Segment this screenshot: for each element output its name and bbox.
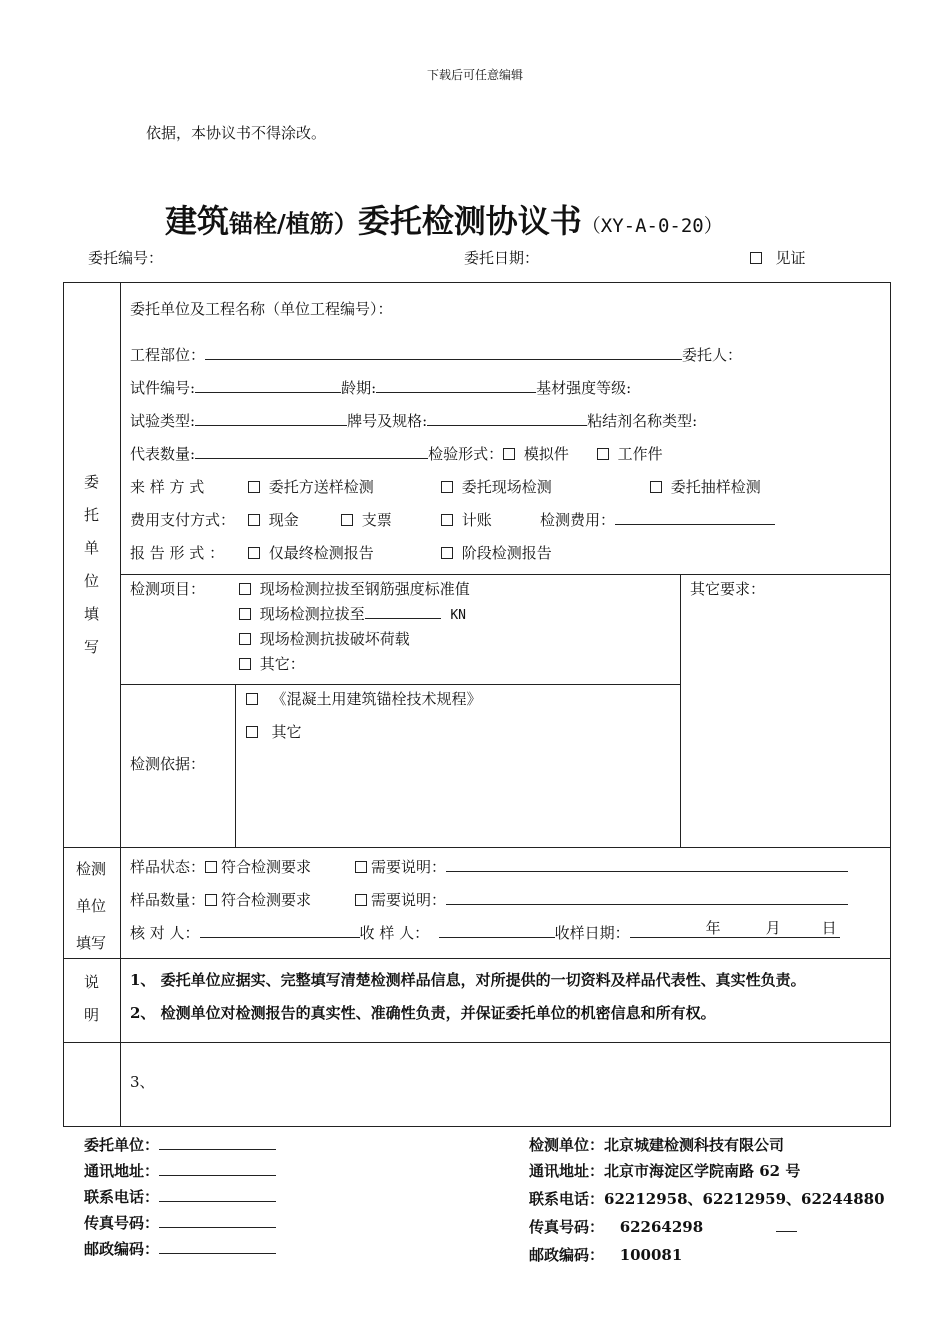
brand-spec-field[interactable] [427, 410, 587, 426]
checkbox-icon[interactable] [205, 894, 217, 906]
receiver-field[interactable] [439, 922, 555, 938]
title-code: （XY-A-0-20） [581, 215, 723, 237]
title-small: 锚栓/植筋） [229, 209, 358, 238]
checkbox-icon [239, 608, 251, 620]
footer-lab-postcode: 邮政编码： 100081 [529, 1246, 683, 1264]
checker-row: 核 对 人： 收 样 人： 收样日期： 年 月 日 [130, 922, 840, 943]
table-border-left [63, 282, 64, 1127]
note-item-1: 1、 委托单位应据实、完整填写清楚检测样品信息，对所提供的一切资料及样品代表性、真实性负责。 [130, 971, 806, 989]
item-opt-3[interactable]: 现场检测抗拔破坏荷载 [239, 628, 410, 649]
title-rest: 委托检测协议书 [357, 202, 582, 240]
sample-source-label: 来 样 方 式 [130, 478, 205, 496]
checkbox-icon[interactable] [355, 861, 367, 873]
item-opt-4[interactable]: 其它： [239, 653, 305, 674]
footer-client-address-field[interactable] [159, 1160, 276, 1176]
report-opt-final[interactable]: 仅最终检测报告 [248, 542, 374, 563]
footer-client-phone-field[interactable] [159, 1186, 276, 1202]
footer-client-unit-field[interactable] [159, 1134, 276, 1150]
row-divider-lab [63, 847, 891, 848]
rep-qty-field[interactable] [195, 443, 428, 459]
checkbox-icon [441, 547, 453, 559]
footer-client-postcode-field[interactable] [159, 1238, 276, 1254]
report-opt-stage[interactable]: 阶段检测报告 [441, 542, 552, 563]
footer-client-phone: 联系电话： [84, 1186, 276, 1207]
basis-divider [120, 684, 681, 685]
rep-qty-row: 代表数量: 检验形式： 模拟件 工作件 [130, 445, 663, 463]
witness-checkbox[interactable] [750, 247, 806, 268]
sample-state-row: 样品状态： 符合检测要求 需要说明： [130, 856, 848, 877]
checkbox-icon [248, 547, 260, 559]
item-opt-1[interactable]: 现场检测拉拔至钢筋强度标准值 [239, 578, 470, 599]
checker-field[interactable] [200, 922, 360, 938]
unit-name-label: 委托单位及工程名称（单位工程编号）： [130, 300, 393, 318]
notes-side-label: 说 明 [84, 973, 100, 1024]
checkbox-icon [239, 633, 251, 645]
table-border-bottom [63, 1126, 891, 1127]
checkbox-icon[interactable] [355, 894, 367, 906]
entrust-date-label: 委托日期： [464, 249, 540, 267]
footer-client-address: 通讯地址： [84, 1160, 276, 1181]
footer-lab-unit: 检测单位：北京城建检测科技有限公司 [529, 1136, 785, 1154]
receive-date-field[interactable]: 年 月 日 [630, 922, 840, 938]
sample-source-opt-2[interactable]: 委托现场检测 [441, 476, 552, 497]
footer-client-fax: 传真号码： [84, 1212, 276, 1233]
sample-qty-row: 样品数量： 符合检测要求 需要说明： [130, 889, 848, 910]
row-divider-items [120, 574, 891, 575]
basis-col-divider [235, 684, 236, 847]
payment-label: 费用支付方式： [130, 511, 236, 529]
report-label: 报 告 形 式 ： [130, 544, 225, 562]
footer-lab-phone: 联系电话：62212958、62212959、62244880 [529, 1190, 885, 1208]
other-req-divider [680, 574, 681, 847]
payment-opt-cash[interactable]: 现金 [248, 509, 299, 530]
table-border-right [890, 282, 891, 1127]
table-side-divider [120, 282, 121, 1127]
item-opt-2[interactable]: 现场检测拉拔至 KN [239, 603, 466, 624]
checkbox-icon [246, 693, 258, 705]
items-label: 检测项目： [130, 580, 206, 598]
basis-opt-2[interactable]: 其它 [246, 721, 302, 742]
specimen-row: 试件编号: 龄期: 基材强度等级: [130, 379, 632, 397]
title-main: 建筑 [165, 202, 230, 240]
project-part-row: 工程部位： 委托人： [130, 346, 743, 364]
page-title [165, 196, 723, 242]
basis-label: 检测依据： [130, 755, 206, 773]
checkbox-icon [441, 514, 453, 526]
checkbox-icon [750, 252, 762, 264]
checkbox-icon [239, 583, 251, 595]
footer-client-postcode: 邮政编码： [84, 1238, 276, 1259]
payment-opt-account[interactable]: 计账 [441, 509, 492, 530]
fee-field[interactable] [615, 509, 775, 525]
payment-opt-check[interactable]: 支票 [341, 509, 392, 530]
lab-side-label: 检测 单位 填写 [76, 860, 107, 952]
checkbox-icon [441, 481, 453, 493]
checkbox-icon [248, 514, 260, 526]
state-explain-field[interactable] [446, 856, 848, 872]
note-item-2: 2、 检测单位对检测报告的真实性、准确性负责，并保证委托单位的机密信息和所有权。 [130, 1004, 716, 1022]
checkbox-icon [650, 481, 662, 493]
test-type-field[interactable] [195, 410, 347, 426]
row-divider-item3 [63, 1042, 891, 1043]
pull-value-field[interactable] [365, 603, 441, 619]
test-type-row: 试验类型: 牌号及规格: 粘结剂名称类型: [130, 412, 698, 430]
checkbox-icon[interactable] [597, 448, 609, 460]
footer-lab-fax: 传真号码： 62264298 [529, 1218, 704, 1236]
footer-fax-dash [776, 1231, 797, 1232]
row-divider-notes [63, 958, 891, 959]
checkbox-icon [239, 658, 251, 670]
footer-client-fax-field[interactable] [159, 1212, 276, 1228]
fee-row: 检测费用： [540, 509, 775, 530]
project-part-field[interactable] [205, 344, 682, 360]
checkbox-icon [246, 726, 258, 738]
other-req-label: 其它要求： [690, 580, 766, 598]
checkbox-icon [248, 481, 260, 493]
client-side-label: 委 托 单 位 填 写 [84, 473, 100, 656]
age-field[interactable] [376, 377, 536, 393]
table-border-top [63, 282, 891, 283]
sample-source-opt-3[interactable]: 委托抽样检测 [650, 476, 761, 497]
qty-explain-field[interactable] [446, 889, 848, 905]
basis-note: 依据，本协议书不得涂改。 [146, 124, 327, 142]
sample-source-opt-1[interactable]: 委托方送样检测 [248, 476, 374, 497]
note-item-3: 3、 [130, 1073, 155, 1091]
top-note: 下载后可任意编辑 [426, 68, 523, 82]
entrust-no-label: 委托编号： [88, 249, 164, 267]
checkbox-icon[interactable] [503, 448, 515, 460]
basis-opt-1[interactable]: 《混凝土用建筑锚栓技术规程》 [246, 688, 482, 709]
witness-label: 见证 [775, 249, 806, 267]
checkbox-icon [341, 514, 353, 526]
footer-lab-address: 通讯地址：北京市海淀区学院南路 62 号 [529, 1162, 801, 1180]
checkbox-icon[interactable] [205, 861, 217, 873]
specimen-no-field[interactable] [195, 377, 341, 393]
footer-client-unit: 委托单位： [84, 1134, 276, 1155]
